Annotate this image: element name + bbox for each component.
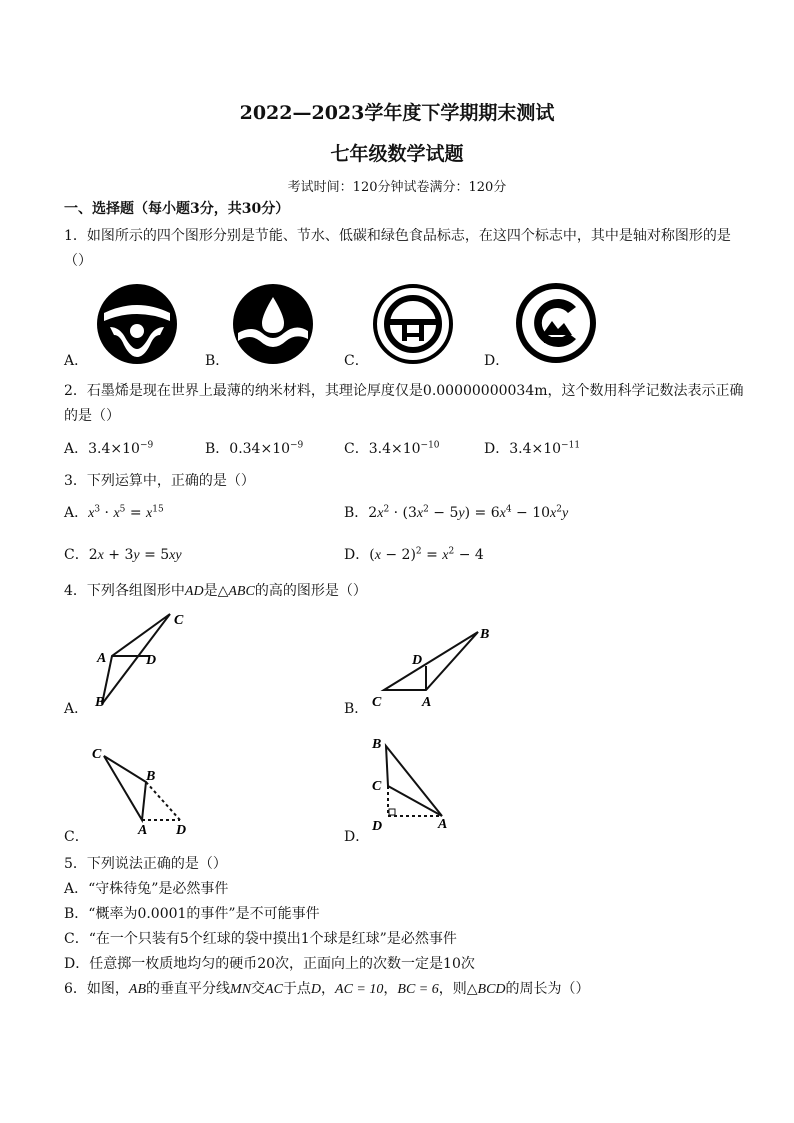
q3-stem: 3．下列运算中，正确的是（） bbox=[64, 473, 255, 489]
low-carbon-logo-icon bbox=[372, 283, 454, 365]
q4-figure-c bbox=[88, 742, 198, 834]
q4-label-b: B． bbox=[344, 701, 369, 717]
q5-option-b: B．“概率为0.0001的事件”是不可能事件 bbox=[64, 906, 320, 922]
q2-option-c: C．$3.4\times 10^{-10}$ bbox=[344, 440, 440, 457]
q4b-point-d: D bbox=[412, 653, 423, 668]
exam-meta: 考试时间：120分钟试卷满分：120分 bbox=[287, 180, 507, 195]
green-food-logo-icon bbox=[514, 281, 598, 365]
q3-option-a: A．$x^3 \cdot x^5 = x^{15}$ bbox=[64, 504, 164, 521]
q4d-point-c: C bbox=[372, 779, 382, 794]
q1-stem: 1．如图所示的四个图形分别是节能、节水、低碳和绿色食品标志，在这四个标志中，其中是轴对称图形的是 bbox=[64, 228, 731, 244]
q4b-point-b: B bbox=[480, 627, 490, 642]
q5-option-c: C．“在一个只装有5个红球的袋中摸出1个球是红球”是必然事件 bbox=[64, 931, 457, 947]
q4c-point-d: D bbox=[176, 823, 187, 834]
q6-stem: 6．如图，AB的垂直平分线MN交AC于点D，AC = 10，BC = 6，则△BCD的周长为（） bbox=[64, 981, 590, 997]
q4-figure-d bbox=[370, 734, 460, 834]
q4a-point-c: C bbox=[174, 613, 184, 628]
q5-stem: 5．下列说法正确的是（） bbox=[64, 856, 227, 872]
q1-label-c: C． bbox=[344, 353, 369, 369]
q4-label-c: C． bbox=[64, 829, 89, 845]
q4a-point-a: A bbox=[97, 651, 107, 666]
q5-option-d: D．任意掷一枚质地均匀的硬币20次，正面向上的次数一定是10次 bbox=[64, 956, 475, 972]
q3-option-d: D．$(x - 2)^2 = x^2 - 4$ bbox=[344, 546, 484, 563]
energy-saving-logo-icon bbox=[96, 283, 178, 365]
q4d-point-b: B bbox=[372, 737, 382, 752]
section-heading: 一、选择题（每小题3分，共30分） bbox=[64, 201, 290, 217]
q2-stem-2: 的是（） bbox=[64, 408, 120, 424]
exam-title: 2022—2023学年度下学期期末测试 bbox=[239, 102, 555, 124]
q2-option-a: A．$3.4\times 10^{-9}$ bbox=[64, 440, 154, 457]
q5-option-a: A．“守株待兔”是必然事件 bbox=[64, 881, 229, 897]
q3-option-b: B．$2x^2 \cdot (3x^2 - 5y) = 6x^4 - 10x^2y$ bbox=[344, 504, 569, 521]
q4-label-d: D． bbox=[344, 829, 370, 845]
q4b-point-c: C bbox=[372, 695, 382, 710]
q4c-point-b: B bbox=[146, 769, 156, 784]
q4-label-a: A． bbox=[64, 701, 89, 717]
q4c-point-c: C bbox=[92, 747, 102, 762]
q4-figure-a bbox=[90, 608, 200, 712]
q2-option-d: D．$3.4\times 10^{-11}$ bbox=[484, 440, 581, 457]
q2-stem: 2．石墨烯是现在世界上最薄的纳米材料，其理论厚度仅是0.00000000034m，这个数用科学记数法表示正确 bbox=[64, 383, 744, 399]
q1-label-a: A． bbox=[64, 353, 89, 369]
q4a-point-b: B bbox=[95, 695, 105, 710]
q1-stem-2: （） bbox=[64, 253, 92, 269]
q4c-point-a: A bbox=[138, 823, 148, 834]
q2-option-b: B．$0.34\times 10^{-9}$ bbox=[205, 440, 304, 457]
water-saving-logo-icon bbox=[232, 283, 314, 365]
q4-figure-b bbox=[370, 622, 500, 712]
q4d-point-a: A bbox=[438, 817, 448, 832]
q4b-point-a: A bbox=[422, 695, 432, 710]
q1-label-d: D． bbox=[484, 353, 510, 369]
exam-subtitle: 七年级数学试题 bbox=[330, 143, 464, 165]
q3-option-c: C．2x + 3y = 5xy bbox=[64, 547, 182, 563]
q4a-point-d: D bbox=[146, 653, 157, 668]
q4d-point-d: D bbox=[372, 819, 383, 834]
q4-stem: 4．下列各组图形中AD是△ABC的高的图形是（） bbox=[64, 583, 367, 599]
q1-label-b: B． bbox=[205, 353, 230, 369]
